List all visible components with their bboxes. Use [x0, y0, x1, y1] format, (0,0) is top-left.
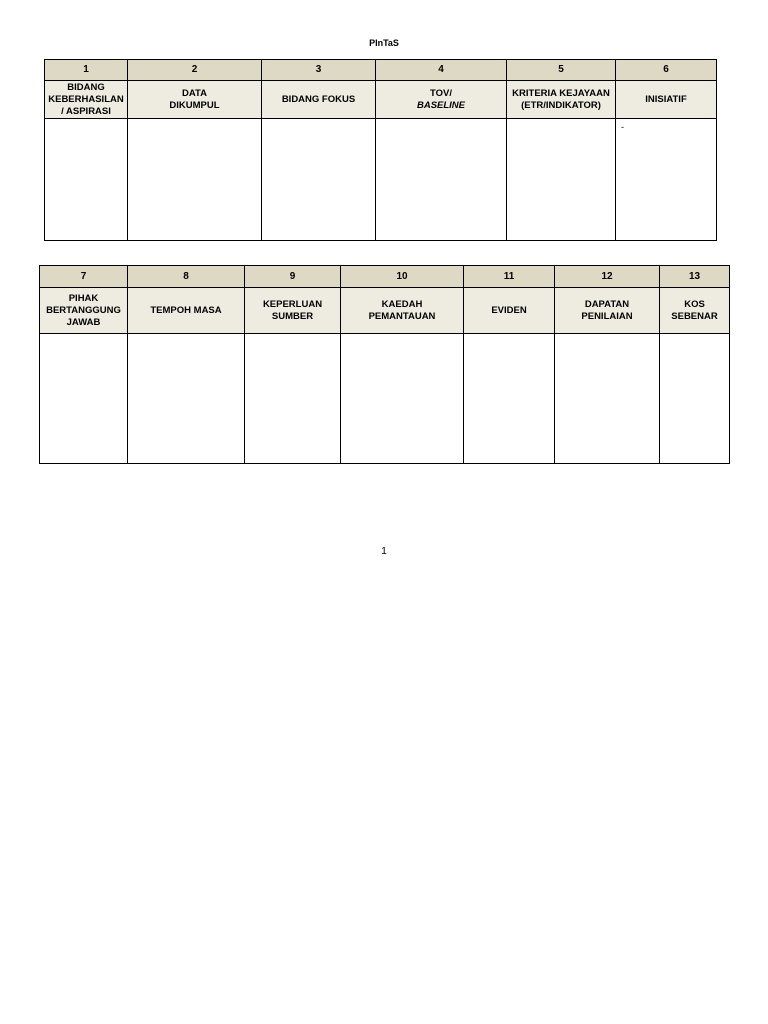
header-tempoh-masa: TEMPOH MASA	[128, 288, 245, 334]
header-eviden: EVIDEN	[464, 288, 555, 334]
header-line: BIDANG	[67, 81, 105, 93]
table-cell[interactable]	[616, 119, 717, 241]
header-line: TOV/	[430, 87, 452, 99]
column-header-row	[40, 288, 730, 334]
column-number: 5	[507, 60, 616, 81]
header-line: PIHAK	[68, 292, 99, 304]
header-keperluan-sumber	[245, 288, 341, 334]
table-cell[interactable]	[128, 119, 262, 241]
header-bidang-keberhasilan	[45, 81, 128, 119]
header-line: KEPERLUAN	[262, 298, 323, 310]
column-number: 12	[555, 266, 660, 288]
table-cell[interactable]	[376, 119, 507, 241]
header-line: BASELINE	[416, 99, 466, 111]
header-dapatan-penilaian	[555, 288, 660, 334]
header-kaedah-pemantauan	[341, 288, 464, 334]
column-number: 11	[464, 266, 555, 288]
column-number: 10	[341, 266, 464, 288]
header-line: PEMANTAUAN	[368, 310, 436, 322]
header-tov-baseline	[376, 81, 507, 119]
table-cell[interactable]	[341, 334, 464, 464]
header-line: PENILAIAN	[581, 310, 633, 322]
table-cell[interactable]	[464, 334, 555, 464]
table-cell[interactable]	[262, 119, 376, 241]
header-line: KRITERIA KEJAYAAN	[512, 87, 610, 99]
column-number: 2	[128, 60, 262, 81]
table-cell[interactable]	[128, 334, 245, 464]
header-line: DATA	[182, 87, 207, 99]
plan-table-part-2	[39, 265, 730, 464]
table-row	[45, 119, 717, 241]
header-line: BERTANGGUNG	[46, 304, 121, 316]
column-number: 6	[616, 60, 717, 81]
header-line: SUMBER	[271, 310, 314, 322]
column-number: 4	[376, 60, 507, 81]
column-number: 13	[660, 266, 730, 288]
column-number: 9	[245, 266, 341, 288]
table-cell[interactable]	[507, 119, 616, 241]
table-cell[interactable]	[245, 334, 341, 464]
header-line: KOS	[684, 298, 705, 310]
header-bidang-fokus: BIDANG FOKUS	[262, 81, 376, 119]
column-header-row	[45, 81, 717, 119]
header-line: JAWAB	[66, 316, 101, 328]
column-number: 3	[262, 60, 376, 81]
header-line: DAPATAN	[584, 298, 630, 310]
plan-table-part-1	[44, 59, 717, 241]
column-number: 7	[40, 266, 128, 288]
header-line: SEBENAR	[671, 310, 718, 322]
column-number-row	[40, 266, 730, 288]
header-line: KEBERHASILAN	[48, 93, 124, 105]
document-title: PInTaS	[369, 38, 399, 48]
table-row	[40, 334, 730, 464]
table-cell[interactable]	[660, 334, 730, 464]
column-number: 1	[45, 60, 128, 81]
header-line: KAEDAH	[381, 298, 423, 310]
page-number: 1	[381, 546, 387, 557]
header-line: / ASPIRASI	[61, 105, 111, 117]
header-kos-sebenar	[660, 288, 730, 334]
cell-dash: -	[621, 122, 624, 132]
table-cell[interactable]	[45, 119, 128, 241]
header-data-dikumpul	[128, 81, 262, 119]
header-pihak-bertanggung-jawab	[40, 288, 128, 334]
column-number-row	[45, 60, 717, 81]
header-line: DIKUMPUL	[169, 99, 220, 111]
header-line: (ETR/INDIKATOR)	[521, 99, 601, 111]
table-cell[interactable]	[40, 334, 128, 464]
header-inisiatif: INISIATIF	[616, 81, 717, 119]
table-cell[interactable]	[555, 334, 660, 464]
header-kriteria-kejayaan	[507, 81, 616, 119]
column-number: 8	[128, 266, 245, 288]
